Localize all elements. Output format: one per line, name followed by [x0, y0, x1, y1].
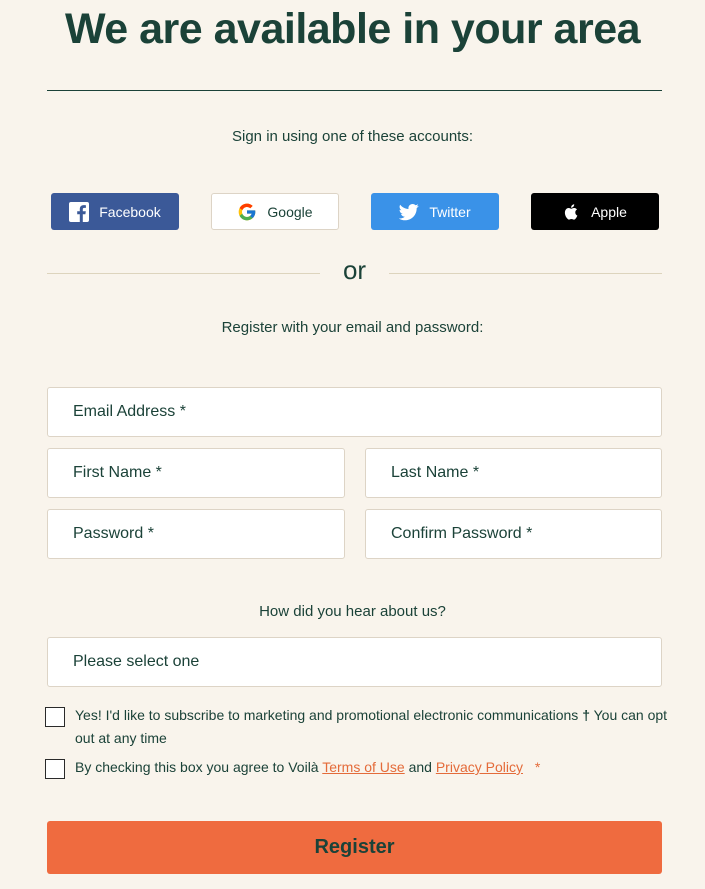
apple-label: Apple	[591, 203, 627, 220]
twitter-label: Twitter	[429, 203, 471, 220]
marketing-dagger: †	[582, 707, 590, 723]
marketing-checkbox[interactable]	[45, 707, 65, 727]
page-title: We are available in your area	[64, 5, 641, 53]
email-field[interactable]	[47, 387, 662, 437]
privacy-policy-link[interactable]: Privacy Policy	[435, 759, 523, 775]
terms-of-use-link[interactable]: Terms of Use	[322, 759, 405, 775]
social-prompt: Sign in using one of these accounts:	[232, 128, 473, 145]
password-placeholder: Password *	[73, 525, 154, 542]
required-mark: *	[534, 759, 541, 775]
marketing-consent-label	[75, 704, 690, 750]
confirm-password-placeholder: Confirm Password *	[391, 525, 533, 542]
hear-about-prompt: How did you hear about us?	[259, 603, 446, 620]
last-name-placeholder: Last Name *	[391, 464, 480, 481]
facebook-label: Facebook	[99, 203, 161, 220]
apple-icon	[563, 203, 581, 221]
apple-button[interactable]	[531, 193, 659, 230]
terms-and-text: and	[408, 759, 432, 775]
confirm-password-field[interactable]	[365, 509, 662, 559]
facebook-icon	[69, 202, 89, 222]
register-button[interactable]: Register	[47, 821, 662, 874]
marketing-consent-text: Yes! I'd like to subscribe to marketing and promotional electronic communications	[75, 707, 579, 723]
divider-line-left	[47, 273, 320, 274]
google-label: Google	[267, 203, 313, 220]
register-prompt: Register with your email and password:	[221, 319, 484, 336]
google-button[interactable]	[211, 193, 339, 230]
first-name-field[interactable]	[47, 448, 345, 498]
last-name-field[interactable]	[365, 448, 662, 498]
divider-or: or	[342, 255, 367, 285]
hear-about-select-value: Please select one	[73, 653, 200, 670]
first-name-placeholder: First Name *	[73, 464, 162, 481]
divider-line-right	[389, 273, 662, 274]
terms-prefix-text: By checking this box you agree to Voilà	[75, 759, 319, 775]
marketing-opt-out-text: You can opt out at any time	[75, 707, 668, 746]
hear-about-select[interactable]	[47, 637, 662, 687]
facebook-button[interactable]	[51, 193, 179, 230]
twitter-button[interactable]	[371, 193, 499, 230]
title-divider	[47, 90, 662, 91]
password-field[interactable]	[47, 509, 345, 559]
email-placeholder: Email Address *	[73, 403, 186, 420]
terms-consent-label	[75, 756, 540, 779]
twitter-icon	[399, 202, 419, 222]
google-icon	[237, 202, 257, 222]
terms-checkbox[interactable]	[45, 759, 65, 779]
